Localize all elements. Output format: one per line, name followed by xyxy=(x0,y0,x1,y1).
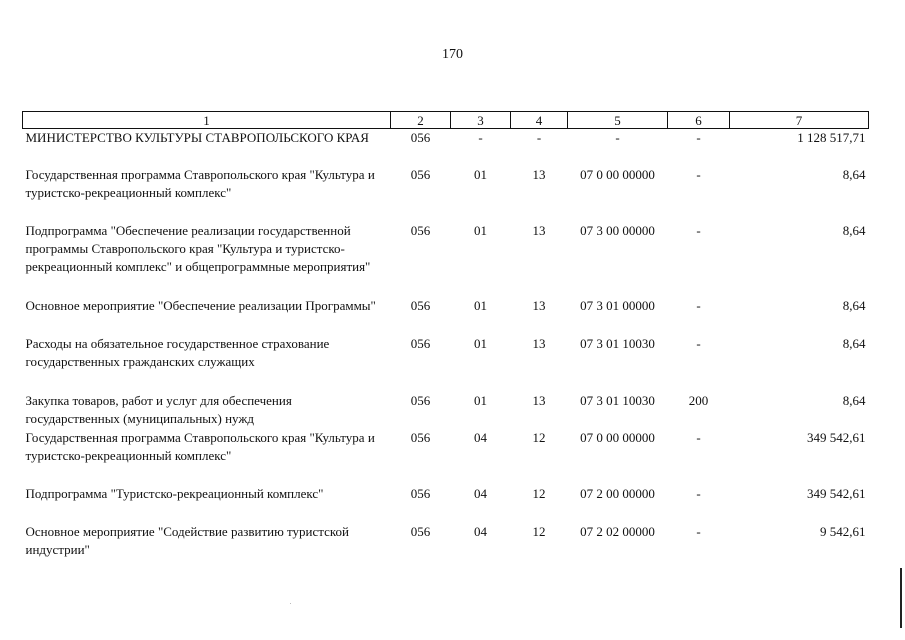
section-code: 01 xyxy=(474,166,487,182)
ministry-code: 056 xyxy=(410,392,431,408)
table-row xyxy=(23,166,869,222)
amount: 1 128 517,71 xyxy=(797,130,866,145)
target-article-code: 07 3 00 00000 xyxy=(580,222,655,238)
amount: 8,64 xyxy=(842,297,866,313)
subsection-code: 13 xyxy=(532,297,546,313)
section-code: 01 xyxy=(474,222,487,238)
ministry-code: 056 xyxy=(410,485,431,501)
section-code: 04 xyxy=(474,429,487,445)
subsection-code: 13 xyxy=(532,222,546,238)
expense-type-code: - xyxy=(696,130,701,145)
target-article-code: 07 3 01 10030 xyxy=(580,392,655,408)
amount: 8,64 xyxy=(842,392,866,408)
page-number: 170 xyxy=(442,47,463,62)
expense-type-code: - xyxy=(696,429,701,445)
ministry-code: 056 xyxy=(410,130,431,145)
row-name: Подпрограмма "Обеспечение реализации государственной программы Ставропольского края "Культура и туристско-рекреационный комплекс" и общепрограммные мероприятия" xyxy=(25,222,371,274)
target-article-code: 07 0 00 00000 xyxy=(580,166,655,182)
subsection-code: 13 xyxy=(532,335,546,351)
row-name: Подпрограмма "Туристско-рекреационный комплекс" xyxy=(25,485,324,501)
column-number: 3 xyxy=(451,112,511,129)
table-row xyxy=(23,392,869,429)
amount: 349 542,61 xyxy=(807,429,866,445)
table-row xyxy=(23,297,869,335)
column-number: 2 xyxy=(391,112,451,129)
target-article-code: - xyxy=(615,130,620,145)
expense-type-code: - xyxy=(696,222,701,238)
table-row xyxy=(23,523,869,563)
amount: 8,64 xyxy=(842,222,866,238)
section-code: 01 xyxy=(474,392,487,408)
target-article-code: 07 2 00 00000 xyxy=(580,485,655,501)
target-article-code: 07 3 01 10030 xyxy=(580,335,655,351)
target-article-code: 07 3 01 00000 xyxy=(580,297,655,313)
expense-type-code: - xyxy=(696,297,701,313)
row-name: Основное мероприятие "Содействие развитию туристской индустрии" xyxy=(25,523,350,557)
column-number: 7 xyxy=(730,112,869,129)
section-code: 01 xyxy=(474,297,487,313)
budget-table xyxy=(22,111,869,563)
amount: 8,64 xyxy=(842,166,866,182)
ministry-code: 056 xyxy=(410,222,431,238)
column-number-row xyxy=(23,112,869,129)
subsection-code: - xyxy=(536,130,542,145)
section-code: 04 xyxy=(474,523,487,539)
row-name: МИНИСТЕРСТВО КУЛЬТУРЫ СТАВРОПОЛЬСКОГО КРАЯ xyxy=(25,130,369,145)
subsection-code: 12 xyxy=(532,485,546,501)
section-code: 04 xyxy=(474,485,487,501)
section-code: 01 xyxy=(474,335,487,351)
section-code: - xyxy=(478,130,483,145)
ministry-code: 056 xyxy=(410,429,431,445)
amount: 9 542,61 xyxy=(820,523,866,539)
scan-speck xyxy=(290,603,291,604)
subsection-code: 13 xyxy=(532,392,546,408)
subsection-code: 12 xyxy=(532,429,546,445)
ministry-code: 056 xyxy=(410,335,431,351)
expense-type-code: 200 xyxy=(688,392,709,408)
row-name: Государственная программа Ставропольского края "Культура и туристско-рекреационный комплекс" xyxy=(25,166,375,200)
column-number: 4 xyxy=(511,112,568,129)
table-row xyxy=(23,335,869,392)
row-name: Расходы на обязательное государственное страхование государственных гражданских служащих xyxy=(25,335,330,369)
table-row xyxy=(23,429,869,485)
ministry-code: 056 xyxy=(410,297,431,313)
ministry-code: 056 xyxy=(410,523,431,539)
column-number: 5 xyxy=(568,112,668,129)
target-article-code: 07 2 02 00000 xyxy=(580,523,655,539)
ministry-code: 056 xyxy=(410,166,431,182)
amount: 349 542,61 xyxy=(807,485,866,501)
amount: 8,64 xyxy=(842,335,866,351)
row-name: Государственная программа Ставропольского края "Культура и туристско-рекреационный комплекс" xyxy=(25,429,375,463)
subsection-code: 12 xyxy=(532,523,546,539)
table-row xyxy=(23,222,869,297)
column-number: 6 xyxy=(668,112,730,129)
subsection-code: 13 xyxy=(532,166,546,182)
row-name: Основное мероприятие "Обеспечение реализации Программы" xyxy=(25,297,376,313)
expense-type-code: - xyxy=(696,166,701,182)
row-name: Закупка товаров, работ и услуг для обеспечения государственных (муниципальных) нужд xyxy=(25,392,292,426)
table-row xyxy=(23,129,869,166)
expense-type-code: - xyxy=(696,485,701,501)
target-article-code: 07 0 00 00000 xyxy=(580,429,655,445)
expense-type-code: - xyxy=(696,523,701,539)
expense-type-code: - xyxy=(696,335,701,351)
column-number: 1 xyxy=(23,112,391,129)
table-row xyxy=(23,485,869,523)
scan-edge-line xyxy=(900,568,902,628)
